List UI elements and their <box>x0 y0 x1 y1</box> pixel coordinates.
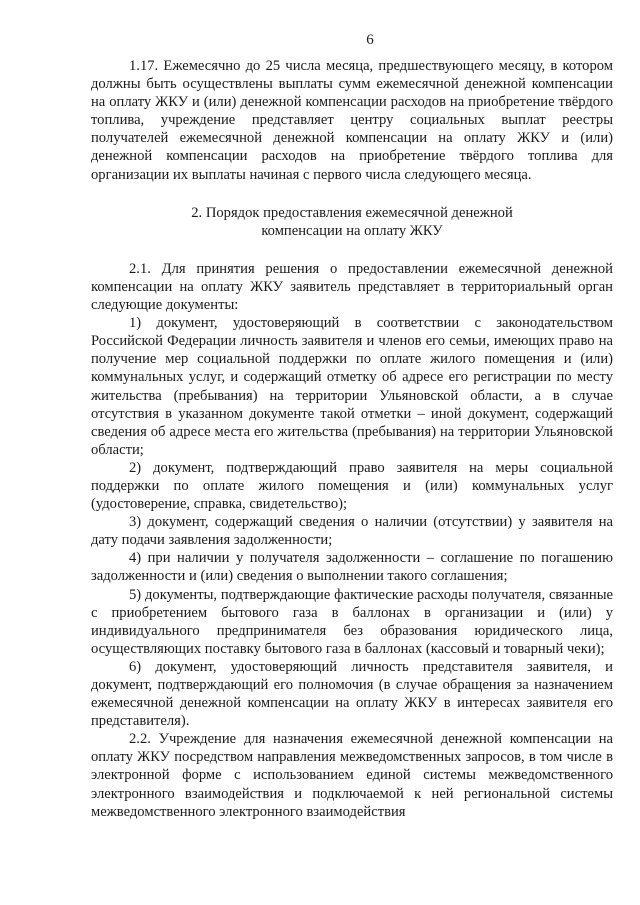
section-heading-line-2: компенсации на оплату ЖКУ <box>261 222 443 239</box>
paragraph-2-1: 2.1. Для принятия решения о предоставлении ежемесячной денежной компенсации на оплату ЖКУ заявитель представляет в территориальный орган следующие документы: <box>91 260 613 314</box>
paragraph-2-2: 2.2. Учреждение для назначения ежемесячной денежной компенсации на оплату ЖКУ посредством направления межведомственных запросов, в том числе в электронной форме с использованием единой системы межведомственного электронного взаимодействия и подключаемой к ней региональной системы межведомственного электронного взаимодействия <box>91 731 613 820</box>
section-heading-line-1: 2. Порядок предоставления ежемесячной денежной <box>191 204 513 221</box>
list-item-4: 4) при наличии у получателя задолженности – соглашение по погашению задолженности и (или) сведения о выполнении такого соглашения; <box>91 550 613 585</box>
list-item-5: 5) документы, подтверждающие фактические расходы получателя, связанные с приобретением бытового газа в баллонах в организации и (или) у индивидуального предпринимателя без образования юридического лица, осуществляющих поставку бытового газа в баллонах (кассовый и товарный чеки); <box>91 586 613 657</box>
list-item-1: 1) документ, удостоверяющий в соответствии с законодательством Российской Федерации личность заявителя и членов его семьи, имеющих право на получение мер социальной поддержки по оплате жилого помещения и (или) коммунальных услуг, и содержащий отметку об адресе его регистрации по месту жительства (пребывания) на территории Ульяновской области, а в случае отсутствия в указанном документе такой отметки – иной документ, содержащий сведения об адресе места его жительства (пребывания) на территории Ульяновской области; <box>91 315 613 458</box>
paragraph-1-17: 1.17. Ежемесячно до 25 числа месяца, предшествующего месяцу, в котором должны быть осуществлены выплаты сумм ежемесячной денежной компенсации на оплату ЖКУ и (или) денежной компенсации расходов на приобретение твёрдого топлива, учреждение представляет центру социальных выплат реестры получателей ежемесячной денежной компенсации на оплату ЖКУ и (или) денежной компенсации расходов на приобретение твёрдого топлива для организации их выплаты начиная с первого числа следующего месяца. <box>91 58 613 183</box>
section-heading <box>91 204 613 240</box>
list-item-3: 3) документ, содержащий сведения о наличии (отсутствии) у заявителя на дату подачи заявления задолженности; <box>91 514 613 549</box>
list-item-2: 2) документ, подтверждающий право заявителя на меры социальной поддержки по оплате жилого помещения и (или) коммунальных услуг (удостоверение, справка, свидетельство); <box>91 459 613 513</box>
page-number: 6 <box>366 32 374 48</box>
list-item-6: 6) документ, удостоверяющий личность представителя заявителя, и документ, подтверждающий его полномочия (в случае обращения за назначением ежемесячной денежной компенсации на оплату ЖКУ в интересах заявителя его представителя). <box>91 658 613 730</box>
